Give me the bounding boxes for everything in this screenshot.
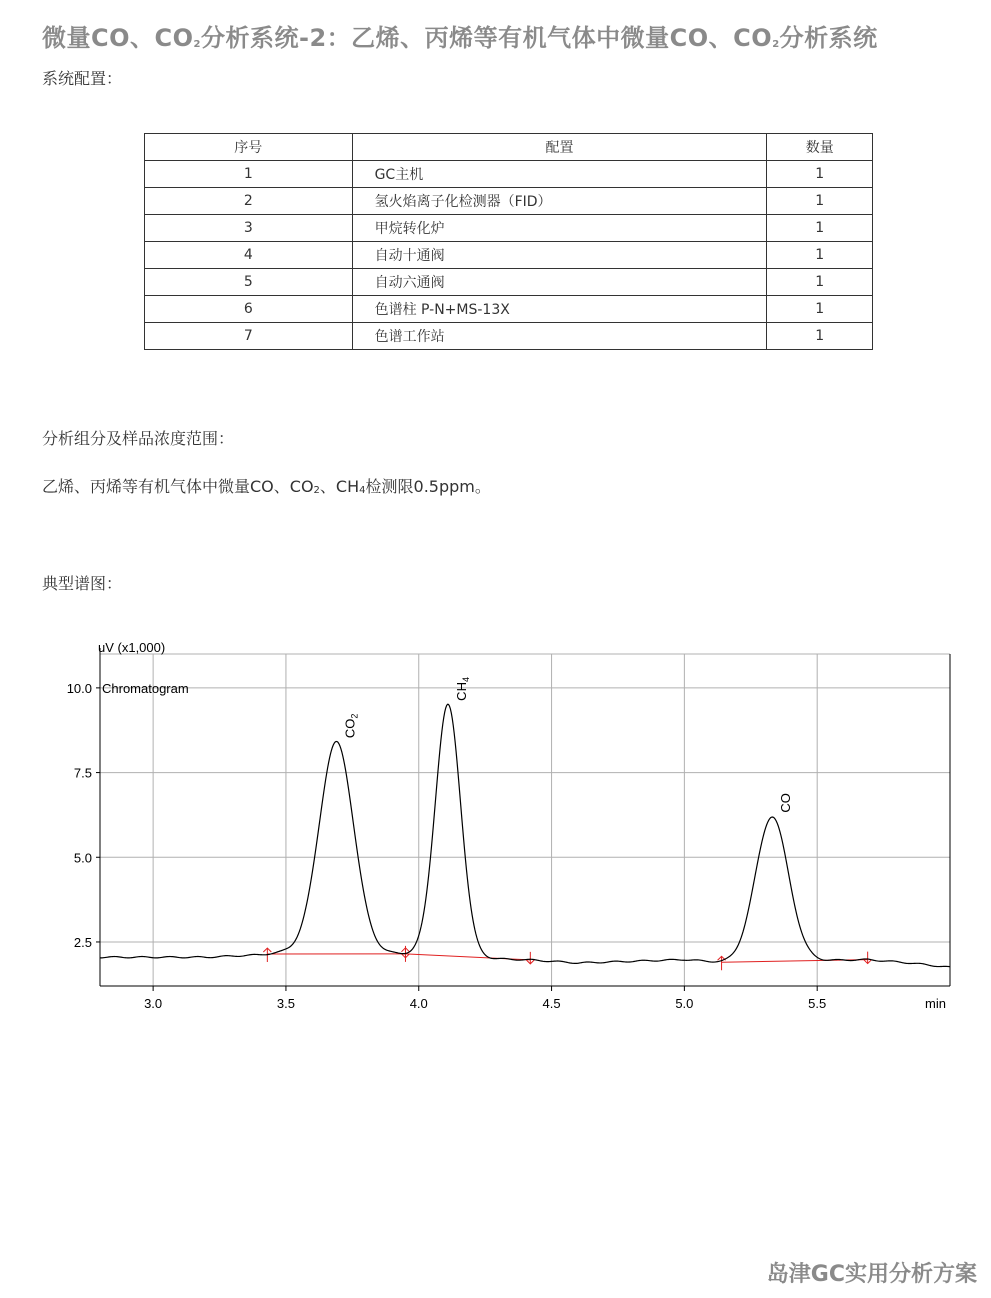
table-row [145, 269, 873, 296]
footer-brand: 岛津GC实用分析方案 [766, 1262, 977, 1287]
table-row [145, 296, 873, 323]
table-header-row [145, 134, 873, 161]
row-qty: 1 [767, 269, 873, 296]
table-row [145, 188, 873, 215]
row-no: 7 [145, 323, 353, 350]
row-item: 自动十通阀 [352, 242, 767, 269]
row-no: 4 [145, 242, 353, 269]
peak-label: CO [778, 793, 794, 813]
row-qty: 1 [767, 242, 873, 269]
table-row [145, 161, 873, 188]
row-no: 2 [145, 188, 353, 215]
peak-label: $CH_4$ [453, 677, 471, 701]
row-item: 自动六通阀 [352, 269, 767, 296]
row-qty: 1 [767, 215, 873, 242]
x-tick-label: 4.5 [542, 996, 561, 1011]
chromatogram-chart [40, 636, 970, 1026]
peak-label: $CO_2$ [342, 713, 360, 739]
row-qty: 1 [767, 188, 873, 215]
x-tick-label: 3.0 [144, 996, 163, 1011]
table-row [145, 215, 873, 242]
table-row [145, 323, 873, 350]
y-tick-label: 10.0 [66, 680, 92, 696]
peak-start-marker [718, 956, 726, 970]
x-tick-label: 5.5 [808, 996, 827, 1011]
table-row [145, 242, 873, 269]
header-item: 配置 [352, 134, 767, 161]
x-tick-label: 3.5 [276, 996, 295, 1011]
row-item: 色谱柱 P-N+MS-13X [352, 296, 767, 323]
x-tick-label: 4.0 [409, 996, 428, 1011]
header-no: 序号 [145, 134, 353, 161]
row-item: 色谱工作站 [352, 323, 767, 350]
analysis-section-label: 分析组分及样品浓度范围： [42, 429, 235, 448]
config-table [144, 133, 873, 350]
y-tick-label: 2.5 [73, 934, 92, 950]
y-tick-label: 7.5 [73, 765, 92, 781]
header-qty: 数量 [767, 134, 873, 161]
chart-title: Chromatogram [102, 680, 189, 696]
spectrum-section-label: 典型谱图： [42, 574, 123, 593]
peak-end-marker [526, 952, 534, 964]
row-item: GC主机 [352, 161, 767, 188]
chromatogram-svg [40, 636, 970, 1026]
x-axis-label: min [925, 996, 946, 1011]
page-title: 微量CO、$CO_2$分析系统-2：乙烯、丙烯等有机气体中微量CO、$CO_2$分析系统 [42, 24, 878, 52]
row-no: 3 [145, 215, 353, 242]
y-tick-label: 5.0 [73, 850, 92, 866]
chromatogram-line [100, 704, 950, 966]
row-qty: 1 [767, 161, 873, 188]
analysis-description: 乙烯、丙烯等有机气体中微量CO、$CO_2$、$CH_4$检测限0.5ppm。 [42, 477, 491, 496]
row-qty: 1 [767, 296, 873, 323]
row-no: 6 [145, 296, 353, 323]
row-item: 氢火焰离子化检测器（FID） [352, 188, 767, 215]
row-item: 甲烷转化炉 [352, 215, 767, 242]
row-no: 5 [145, 269, 353, 296]
row-qty: 1 [767, 323, 873, 350]
config-section-label: 系统配置： [42, 69, 123, 88]
row-no: 1 [145, 161, 353, 188]
peak-end-marker [864, 952, 872, 964]
y-axis-label: uV (x1,000) [98, 640, 166, 655]
x-tick-label: 5.0 [675, 996, 694, 1011]
